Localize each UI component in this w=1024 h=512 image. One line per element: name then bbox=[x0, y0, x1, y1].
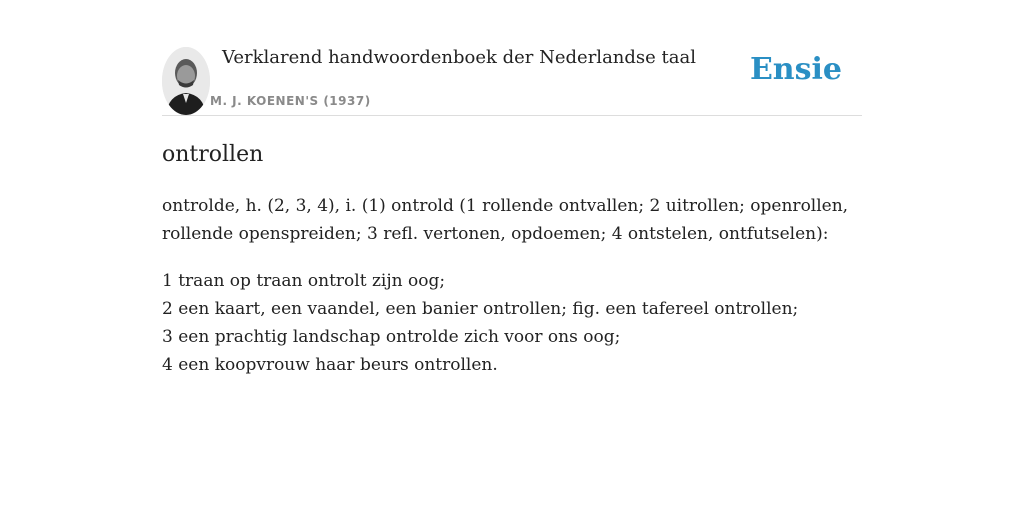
example-item: 1 traan op traan ontrolt zijn oog; bbox=[162, 271, 446, 291]
entry-definition: ontrolde, h. (2, 3, 4), i. (1) ontrold (1 rollende ontvallen; 2 uitrollen; openrollen, rollende openspreiden; 3 refl. vertonen, opdoemen; 4 ontstelen, ontfutselen): bbox=[162, 196, 849, 244]
book-header bbox=[162, 0, 862, 116]
entry-examples bbox=[162, 267, 862, 379]
example-item: 3 een prachtig landschap ontrolde zich voor ons oog; bbox=[162, 327, 621, 347]
author-portrait-icon bbox=[162, 47, 210, 115]
ensie-logo-link[interactable]: Ensie bbox=[749, 52, 842, 87]
example-item: 2 een kaart, een vaandel, een banier ontrollen; fig. een tafereel ontrollen; bbox=[162, 299, 799, 319]
book-author: M. J. KOENEN'S (1937) bbox=[210, 94, 371, 108]
book-title[interactable]: Verklarend handwoordenboek der Nederlandse taal bbox=[222, 47, 696, 68]
page-content bbox=[162, 0, 862, 512]
example-item: 4 een koopvrouw haar beurs ontrollen. bbox=[162, 355, 498, 375]
entry-headword: ontrollen bbox=[162, 142, 264, 167]
